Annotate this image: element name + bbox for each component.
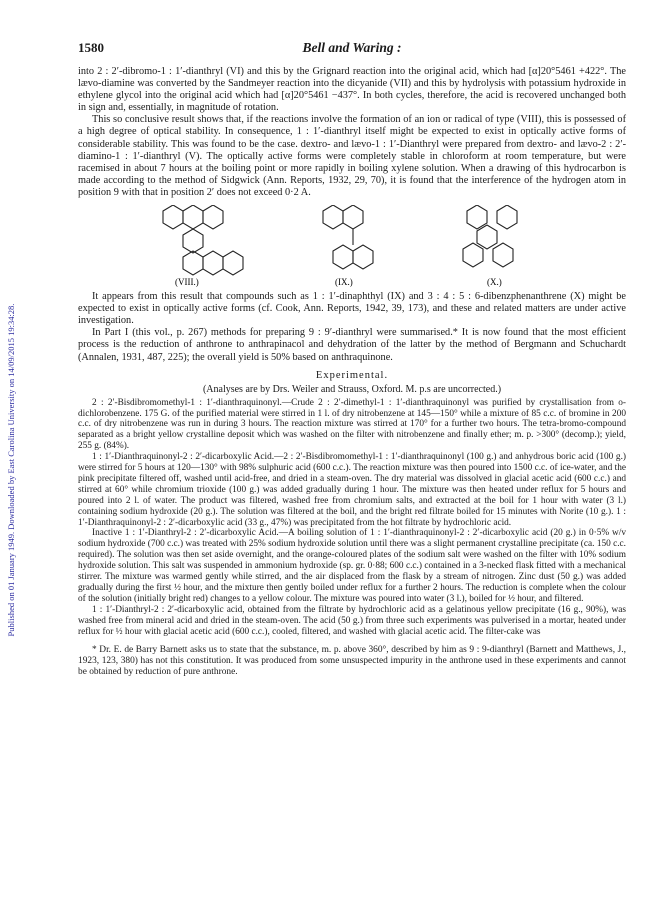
download-watermark (4, 150, 18, 790)
body-paragraph: It appears from this result that compounds such as 1 : 1′-dinaphthyl (IX) and 3 : 4 : 5 : 6-dibenzphenanthrene (X) might be expected to exist in optically active forms (cf. Cook, Ann. Reports, 1942, 39, 173), and these and related matters are under active investigation. (78, 291, 626, 327)
paper-page (78, 40, 626, 678)
structure-ix-drawing (293, 205, 411, 287)
footnote-text: * Dr. E. de Barry Barnett asks us to state that the substance, m. p. above 360°, described by him as 9 : 9-dianthryl (Barnett and Matthews, J., 1923, 123, 380) has not this constitution. It was produced from some unsuspected impurity in the anthrone used in these experiments and cannot be obtained by reduction of pure anthrone. (78, 644, 626, 677)
structure-viii (149, 205, 267, 287)
body-paragraph: This so conclusive result shows that, if the reactions involve the formation of an ion or radical of type (VIII), this is possessed of a high degree of optical stability. In consequence, 1 : 1′-dianthryl itself might be expected to exist in optically active forms of considerable stability. This was found to be the case. dextro- and lævo-1 : 1′-Dianthryl were prepared from dextro- and lævo-2 : 2′-diamino-1 : 1′-dianthryl (V). The optically active forms were completely stable in chloroform at room temperature, but were racemised in about 7 hours at the boiling point or more rapidly in boiling xylene solution. When a drawing of this hydrocarbon is made according to the method of Sidgwick (Ann. Reports, 1932, 29, 70), it is found that the interference of the hydrogen atom in position 9 with that in position 2′ does not exceed 0·2 A. (78, 114, 626, 198)
analyses-note: (Analyses are by Drs. Weiler and Strauss, Oxford. M. p.s are uncorrected.) (202, 383, 502, 395)
experimental-paragraph: 2 : 2′-Bisdibromomethyl-1 : 1′-dianthraquinonyl.—Crude 2 : 2′-dimethyl-1 : 1′-dianthraquinonyl was purified by crystallisation from o-dichlorobenzene. 175 G. of the purified material were stirred in 1 l. of dry nitrobenzene at 145—150° while a mixture of 85 c.c. of bromine in 200 c.c. of dry nitrobenzene was run in during 3 hours. The reaction mixture was stirred at 170° for a further two hours. The tetra-bromo-compound separated as a bright yellow crystalline deposit which was washed on the filter with nitrobenzene and finally ether; m. p. >300° (decomp.); yield, 255 g. (84%). (78, 397, 626, 452)
section-heading: Experimental. (315, 369, 389, 381)
structure-x-drawing (437, 205, 555, 287)
experimental-paragraph: Inactive 1 : 1′-Dianthryl-2 : 2′-dicarboxylic Acid.—A boiling solution of 1 : 1′-dianthraquinonyl-2 : 2′-dicarboxylic acid (20 g.) in 0·5% w/v sodium hydroxide (700 c.c.) was treated with 25% sodium hydroxide solution until there was a slight permanent crystalline precipitate (ca. 150 c.c. required). The solution was then set aside overnight, and the orange-coloured plates of the sodium salt were washed on the filter with 10% sodium hydroxide solution. This salt was suspended in ammonium hydroxide (sp. gr. 0·88; 600 c.c.) contained in a 3-necked flask fitted with a mechanical stirrer. The mixture was warmed gently while stirred, and the air displaced from the flask by a stream of nitrogen. Zinc dust (50 g.) was added gradually during the first ½ hour, and the mixture then gently boiled under reflux for a further 2 hours. The reduction is complete when the colour of the solution (initially bright red) changes to a yellow colour. The mixture was poured into water (3 l.), boiled for ½ hour, and filtered. (78, 528, 626, 604)
structure-viii-drawing (149, 205, 267, 287)
footnote (78, 645, 626, 678)
structure-x (437, 205, 555, 287)
experimental-paragraph: 1 : 1′-Dianthraquinonyl-2 : 2′-dicarboxylic Acid.—2 : 2′-Bisdibromomethyl-1 : 1′-dianthraquinonyl (100 g.) and anhydrous boric acid (100 g.) were stirred for 5 hours at 120—130° with 98% sulphuric acid (600 c.c.). The reaction mixture was then poured into 1500 c.c. of ice-water, and the pink precipitate filtered off, washed until acid-free, and dried in a steam-oven. The dry material was dissolved in glacial acetic acid (600 c.c.) and stirred at 60° while chromium trioxide (100 g.) was added gradually during 1 hour. The mixture was then heated under reflux for 5 hours and poured into 2 l. of water. The product was filtered, washed free from chromium salts, and extracted at the boil for 1 hour with water (3 l.) containing sodium hydroxide (20 g.). The solution was filtered at the boil, and the bright red filtrate boiled for 15 minutes with Norite (10 g.). 1 : 1′-Dianthraquinonyl-2 : 2′-dicarboxylic acid (33 g., 47%) was precipitated from the hot filtrate by hydrochloric acid. (78, 452, 626, 528)
structure-ix (293, 205, 411, 287)
figure-label: (VIII.) (175, 277, 199, 288)
figure-label: (IX.) (335, 277, 353, 288)
download-watermark-text: Published on 01 January 1949. Downloaded by East Carolina University on 14/09/2015 19:34:28. (6, 303, 16, 637)
experimental-paragraph: 1 : 1′-Dianthryl-2 : 2′-dicarboxylic acid, obtained from the filtrate by hydrochloric acid as a gelatinous yellow precipitate (16 g., 90%), was washed free from mineral acid and dried in the steam-oven. The acid (50 g.) from three such experiments was pulverised in a mortar, heated under reflux for ½ hour with glacial acetic acid (600 c.c.), cooled, filtered, and washed with glacial acetic acid. The filter-cake was (78, 604, 626, 637)
figure-label: (X.) (487, 277, 502, 288)
running-title: Bell and Waring : (302, 40, 402, 55)
page-header (78, 40, 626, 60)
page-number: 1580 (78, 40, 104, 55)
body-paragraph: In Part I (this vol., p. 267) methods for preparing 9 : 9′-dianthryl were summarised.* It is now found that the most efficient process is the reduction of anthrone to anthrapinacol and dehydration of the latter by the method of Bergmann and Schuchardt (Annalen, 1931, 487, 225); the overall yield is 50% based on anthraquinone. (78, 327, 626, 363)
body-paragraph: into 2 : 2′-dibromo-1 : 1′-dianthryl (VI) and this by the Grignard reaction into the original acid, which had [α]20°5461 +422°. The lævo-diamine was converted by the Sandmeyer reaction into the dicyanide (VII) and this by hydrolysis with potassium hydroxide in ethylene glycol into the original acid which had [α]20°5461 −437°. In both cycles, therefore, the acid is recovered unchanged both in sign and, essentially, in magnitude of rotation. (78, 66, 626, 114)
experimental-section (78, 398, 626, 638)
structure-figure (78, 205, 626, 287)
